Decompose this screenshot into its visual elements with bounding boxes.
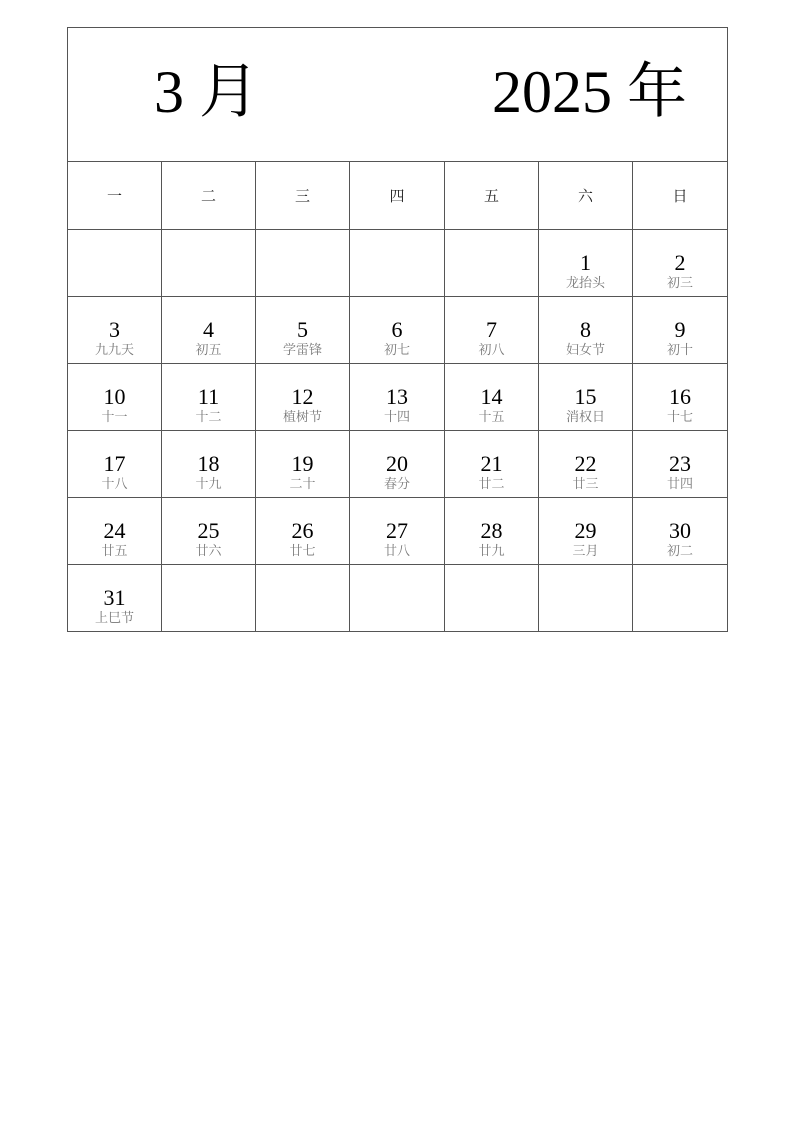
day-cell [350, 364, 445, 431]
calendar-title [68, 28, 728, 162]
lunar-label: 廿三 [572, 476, 599, 491]
empty-day-cell [350, 230, 445, 297]
weekday-header: 一 [68, 162, 162, 230]
day-number: 15 [574, 384, 597, 409]
lunar-label: 十二 [195, 409, 222, 424]
week-row [68, 364, 728, 431]
day-cell [633, 230, 728, 297]
day-number: 4 [203, 317, 214, 342]
lunar-label: 廿六 [195, 543, 222, 558]
lunar-label: 初三 [667, 275, 694, 290]
day-number: 27 [386, 518, 408, 543]
day-number: 12 [291, 384, 314, 409]
calendar-table [67, 27, 728, 632]
day-number: 25 [197, 518, 220, 543]
lunar-label: 植树节 [282, 409, 322, 424]
day-number: 17 [103, 451, 126, 476]
day-cell [256, 431, 350, 498]
day-cell [539, 364, 633, 431]
lunar-label: 十八 [101, 476, 128, 491]
day-number: 29 [574, 518, 597, 543]
weekday-header: 四 [350, 162, 445, 230]
empty-day-cell [633, 565, 728, 632]
day-number: 16 [669, 384, 691, 409]
empty-day-cell [445, 230, 539, 297]
empty-day-cell [256, 230, 350, 297]
day-cell [445, 431, 539, 498]
day-cell [539, 230, 633, 297]
day-number: 21 [480, 451, 503, 476]
lunar-label: 三月 [572, 543, 599, 558]
week-row [68, 297, 728, 364]
day-cell [68, 431, 162, 498]
lunar-label: 十五 [478, 409, 505, 424]
weekday-header: 五 [445, 162, 539, 230]
day-cell [256, 297, 350, 364]
day-number: 5 [297, 317, 308, 342]
lunar-label: 妇女节 [565, 342, 605, 357]
week-row [68, 565, 728, 632]
day-number: 1 [580, 250, 591, 275]
empty-day-cell [162, 230, 256, 297]
day-cell [350, 498, 445, 565]
month-title: 3 月 [154, 59, 259, 125]
lunar-label: 春分 [383, 476, 410, 491]
empty-day-cell [350, 565, 445, 632]
weekday-header: 日 [633, 162, 728, 230]
day-cell [633, 431, 728, 498]
day-cell [350, 431, 445, 498]
year-title: 2025 年 [492, 59, 688, 125]
empty-day-cell [445, 565, 539, 632]
day-number: 23 [669, 451, 691, 476]
day-cell [539, 297, 633, 364]
day-number: 9 [674, 317, 686, 342]
day-cell [445, 498, 539, 565]
day-number: 31 [103, 585, 126, 610]
weekday-row [68, 162, 728, 230]
weekday-header: 二 [162, 162, 256, 230]
lunar-label: 消权日 [565, 409, 605, 424]
day-number: 18 [197, 451, 220, 476]
lunar-label: 初五 [195, 342, 222, 357]
weekday-header: 六 [539, 162, 633, 230]
day-number: 3 [109, 317, 120, 342]
day-cell [162, 498, 256, 565]
empty-day-cell [256, 565, 350, 632]
lunar-label: 初二 [667, 543, 694, 558]
empty-day-cell [162, 565, 256, 632]
lunar-label: 十九 [195, 476, 222, 491]
day-number: 7 [486, 317, 497, 342]
week-row [68, 431, 728, 498]
weekday-header: 三 [256, 162, 350, 230]
day-cell [633, 498, 728, 565]
day-cell [539, 498, 633, 565]
day-number: 22 [574, 451, 597, 476]
day-cell [445, 297, 539, 364]
lunar-label: 廿二 [478, 476, 505, 491]
day-number: 6 [391, 317, 403, 342]
week-row [68, 498, 728, 565]
day-cell [539, 431, 633, 498]
day-number: 14 [480, 384, 503, 409]
lunar-label: 上巳节 [94, 610, 134, 625]
day-cell [162, 364, 256, 431]
day-number: 30 [669, 518, 691, 543]
lunar-label: 初八 [478, 342, 505, 357]
calendar-header-row [68, 28, 728, 162]
lunar-label: 龙抬头 [565, 275, 605, 290]
day-cell [68, 565, 162, 632]
empty-day-cell [68, 230, 162, 297]
week-row [68, 230, 728, 297]
lunar-label: 廿四 [667, 476, 694, 491]
lunar-label: 十一 [101, 409, 128, 424]
lunar-label: 二十 [289, 476, 316, 491]
day-number: 20 [386, 451, 408, 476]
day-cell [162, 297, 256, 364]
lunar-label: 廿九 [478, 543, 505, 558]
calendar-body [68, 230, 728, 632]
lunar-label: 十七 [667, 409, 694, 424]
lunar-label: 廿五 [101, 543, 128, 558]
lunar-label: 初十 [667, 342, 694, 357]
day-number: 11 [197, 384, 220, 409]
day-cell [162, 431, 256, 498]
empty-day-cell [539, 565, 633, 632]
lunar-label: 廿八 [383, 543, 410, 558]
day-number: 24 [103, 518, 126, 543]
day-number: 26 [291, 518, 314, 543]
day-number: 10 [103, 384, 126, 409]
day-number: 8 [580, 317, 591, 342]
day-cell [68, 364, 162, 431]
day-cell [350, 297, 445, 364]
day-cell [68, 297, 162, 364]
day-cell [68, 498, 162, 565]
day-cell [633, 297, 728, 364]
lunar-label: 十四 [383, 409, 410, 424]
lunar-label: 初七 [383, 342, 410, 357]
day-number: 19 [291, 451, 314, 476]
day-number: 2 [674, 250, 686, 275]
day-cell [256, 364, 350, 431]
day-cell [445, 364, 539, 431]
day-number: 13 [386, 384, 408, 409]
lunar-label: 学雷锋 [282, 342, 322, 357]
day-number: 28 [480, 518, 503, 543]
day-cell [256, 498, 350, 565]
lunar-label: 九九天 [94, 342, 134, 357]
lunar-label: 廿七 [289, 543, 316, 558]
day-cell [633, 364, 728, 431]
